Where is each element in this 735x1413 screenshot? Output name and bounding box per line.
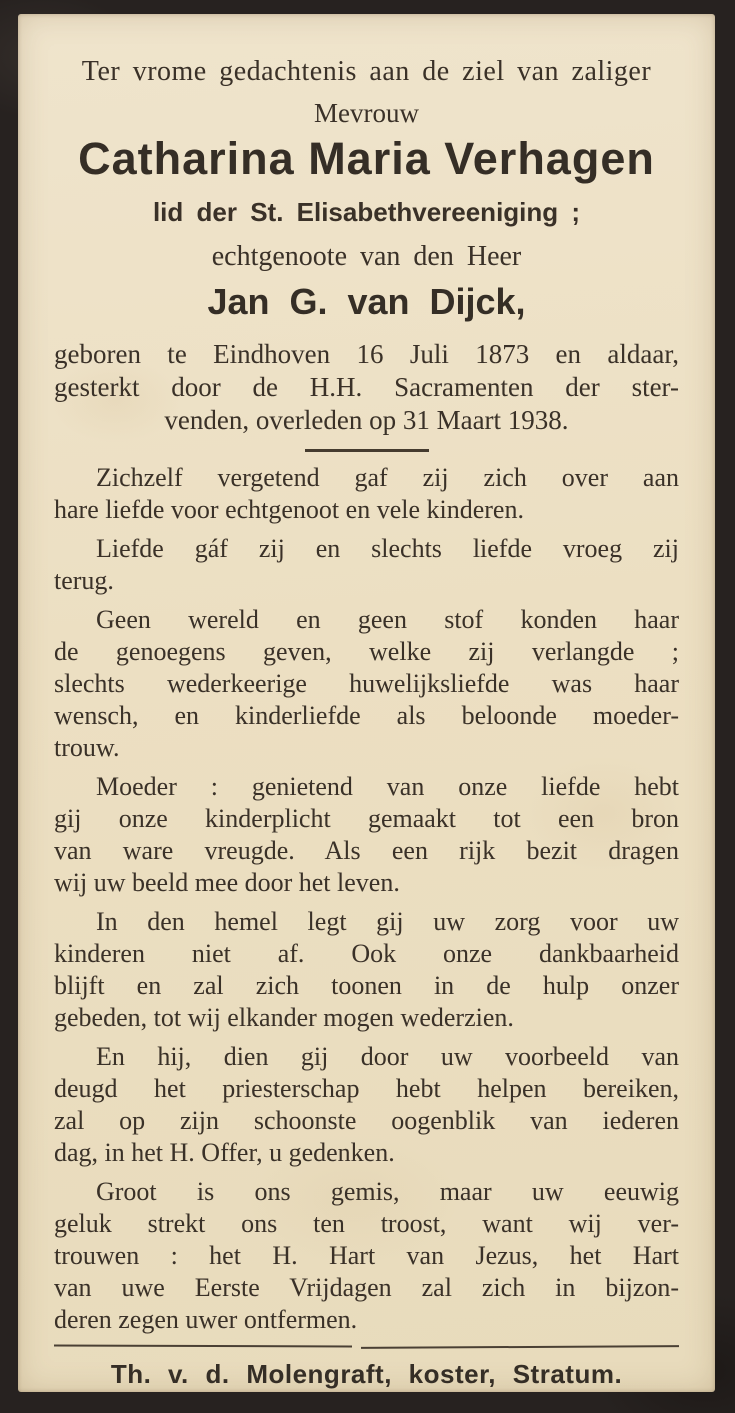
text-line: hare liefde voor echtgenoot en vele kinderen.: [54, 495, 524, 524]
text-line: blijft en zal zich toonen in de hulp onzer: [54, 971, 679, 1000]
text-line: van ware vreugde. Als een rijk bezit dragen: [54, 836, 679, 865]
text-line: Moeder : genietend van onze liefde hebt: [96, 772, 679, 801]
footer-divider: [54, 1343, 679, 1349]
body-paragraph: [54, 771, 679, 899]
body-paragraph: [54, 533, 679, 597]
text-line: geluk strekt ons ten troost, want wij ver-: [54, 1209, 679, 1238]
text-line: Geen wereld en geen stof konden haar: [96, 605, 679, 634]
printer-credit: Th. v. d. Molengraft, koster, Stratum.: [110, 1359, 623, 1389]
text-line: trouwen : het H. Hart van Jezus, het Hart: [54, 1241, 679, 1270]
text-line: wensch, en kinderliefde als beloonde moeder-: [54, 701, 679, 730]
text-line: deugd het priesterschap hebt helpen bereiken,: [54, 1074, 679, 1103]
text-line: Groot is ons gemis, maar uw eeuwig: [96, 1177, 679, 1206]
text-line: gij onze kinderplicht gemaakt tot een bron: [54, 804, 679, 833]
text-line: gesterkt door de H.H. Sacramenten der ster-: [54, 372, 679, 402]
divider-segment: [361, 1345, 679, 1349]
text-line: wij uw beeld mee door het leven.: [54, 868, 400, 897]
text-line: dag, in het H. Offer, u gedenken.: [54, 1138, 395, 1167]
vitals-block: [54, 338, 679, 437]
memorial-text: [54, 462, 679, 1336]
text-line: terug.: [54, 566, 114, 595]
body-paragraph: [54, 1041, 679, 1169]
text-line: deren zegen uwer ontfermen.: [54, 1305, 358, 1334]
text-line: Zichzelf vergetend gaf zij zich over aan: [96, 463, 679, 492]
text-line: slechts wederkeerige huwelijksliefde was haar: [54, 669, 679, 698]
spouse-name: Jan G. van Dijck,: [207, 281, 526, 322]
intro-line: Ter vrome gedachtenis aan de ziel van zaliger: [81, 56, 652, 87]
membership-line: lid der St. Elisabethvereeniging ;: [152, 197, 581, 227]
memorial-card: [18, 14, 715, 1392]
text-line: venden, overleden op 31 Maart 1938.: [164, 405, 569, 435]
body-paragraph: [54, 604, 679, 764]
text-line: kinderen niet af. Ook onze dankbaarheid: [54, 939, 679, 968]
spouse-intro: echtgenoote van den Heer: [211, 241, 522, 272]
text-line: Liefde gáf zij en slechts liefde vroeg zij: [96, 534, 679, 563]
text-line: zal op zijn schoonste oogenblik van iederen: [54, 1106, 679, 1135]
text-line: gebeden, tot wij elkander mogen wederzien.: [54, 1003, 514, 1032]
section-divider: [305, 449, 429, 452]
text-line: In den hemel legt gij uw zorg voor uw: [96, 907, 679, 936]
text-line: geboren te Eindhoven 16 Juli 1873 en aldaar,: [54, 339, 679, 369]
text-line: de genoegens geven, welke zij verlangde ;: [54, 637, 679, 666]
deceased-name: Catharina Maria Verhagen: [78, 133, 655, 184]
body-paragraph: [54, 462, 679, 526]
divider-segment: [54, 1344, 352, 1347]
body-paragraph: [54, 1176, 679, 1336]
text-line: En hij, dien gij door uw voorbeeld van: [96, 1042, 679, 1071]
text-line: van uwe Eerste Vrijdagen zal zich in bijzon-: [54, 1273, 679, 1302]
text-line: trouw.: [54, 733, 120, 762]
body-paragraph: [54, 906, 679, 1034]
salutation: Mevrouw: [314, 98, 419, 128]
